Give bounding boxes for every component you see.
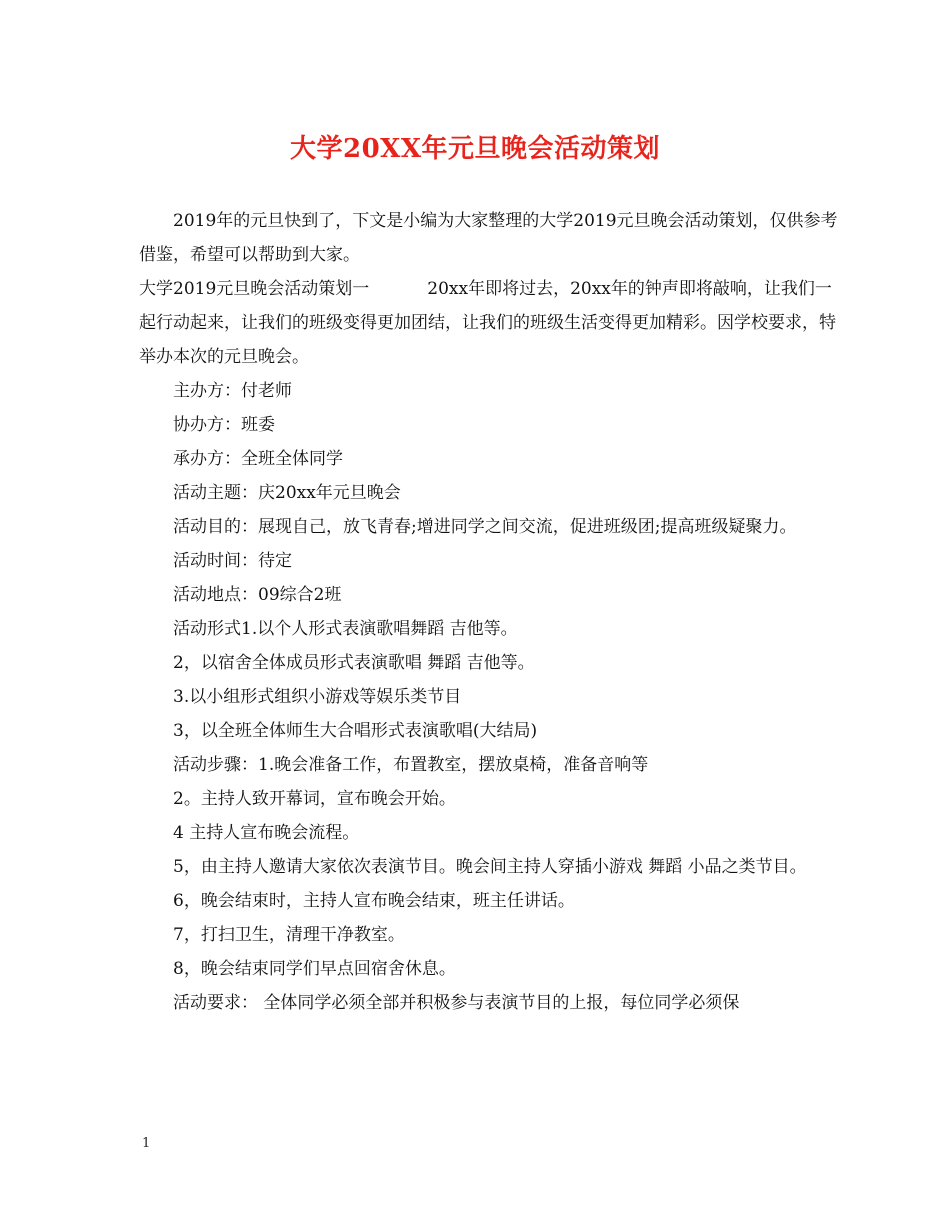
format-line-4: 3，以全班全体师生大合唱形式表演歌唱(大结局) bbox=[173, 721, 538, 741]
steps-line-5: 5，由主持人邀请大家依次表演节目。晚会间主持人穿插小游戏 舞蹈 小品之类节目。 bbox=[173, 857, 807, 877]
steps-line-1: 活动步骤：1.晚会准备工作，布置教室，摆放桌椅，准备音响等 bbox=[173, 755, 649, 775]
organizer-line: 主办方：付老师 bbox=[173, 381, 292, 401]
steps-line-6: 6，晚会结束时，主持人宣布晚会结束，班主任讲话。 bbox=[173, 891, 575, 911]
intro-paragraph: 2019年的元旦快到了，下文是小编为大家整理的大学2019元旦晚会活动策划，仅供参考借鉴，希望可以帮助到大家。 bbox=[139, 211, 838, 265]
time-line: 活动时间：待定 bbox=[173, 551, 292, 571]
theme-line: 活动主题：庆20xx年元旦晚会 bbox=[173, 483, 401, 503]
document-title: 大学20XX年元旦晚会活动策划 bbox=[289, 134, 661, 164]
format-line-2: 2，以宿舍全体成员形式表演歌唱 舞蹈 吉他等。 bbox=[173, 653, 535, 673]
steps-line-8: 8，晚会结束同学们早点回宿舍休息。 bbox=[173, 959, 456, 979]
plan-paragraph bbox=[139, 272, 839, 374]
document-body bbox=[139, 204, 839, 1020]
plan-intro-text: 20xx年即将过去，20xx年的钟声即将敲响，让我们一起行动起来，让我们的班级变得更加团结，让我们的班级生活变得更加精彩。因学校要求，特举办本次的元旦晚会。 bbox=[139, 279, 836, 367]
requirements-line: 活动要求： 全体同学必须全部并积极参与表演节目的上报，每位同学必须保 bbox=[173, 993, 740, 1013]
steps-line-7: 7，打扫卫生，清理干净教室。 bbox=[173, 925, 405, 945]
location-line: 活动地点：09综合2班 bbox=[173, 585, 342, 605]
format-line-1: 活动形式1.以个人形式表演歌唱舞蹈 吉他等。 bbox=[173, 619, 518, 639]
co-organizer-line: 协办方：班委 bbox=[173, 415, 275, 435]
purpose-line: 活动目的：展现自己，放飞青春;增进同学之间交流，促进班级团;提高班级疑聚力。 bbox=[173, 517, 797, 537]
undertaker-line: 承办方：全班全体同学 bbox=[173, 449, 343, 469]
plan-heading: 大学2019元旦晚会活动策划一 bbox=[139, 279, 370, 299]
steps-line-2: 2。主持人致开幕词，宣布晚会开始。 bbox=[173, 789, 456, 809]
format-line-3: 3.以小组形式组织小游戏等娱乐类节目 bbox=[173, 687, 462, 707]
steps-line-4: 4 主持人宣布晚会流程。 bbox=[173, 823, 360, 843]
page-number: 1 bbox=[142, 1136, 151, 1151]
